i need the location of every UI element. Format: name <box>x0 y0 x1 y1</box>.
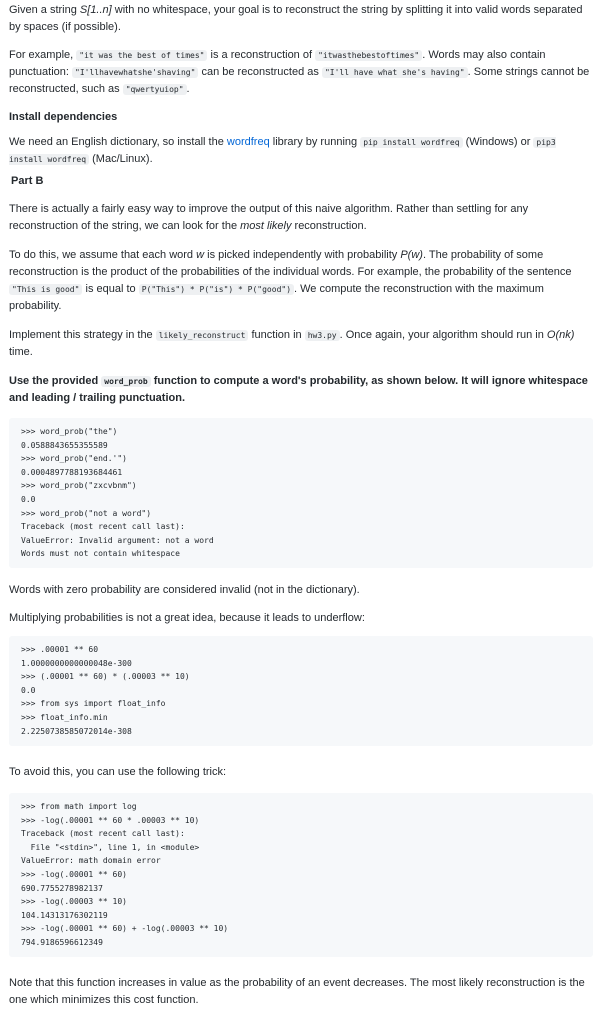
code-line: >>> (.00001 ** 60) * (.00003 ** 10) <box>21 672 190 682</box>
part-b-paragraph-1 <box>9 201 593 235</box>
text: . Words may also contain punctuation: <box>9 49 546 78</box>
text: function to compute a word's probability, as shown below. It will ignore whitespace and leading / trailing punctuation. <box>9 375 588 404</box>
emphasis: P(w) <box>400 249 423 261</box>
text: (Windows) or <box>462 136 534 148</box>
wordfreq-link[interactable]: wordfreq <box>226 136 270 148</box>
code-block-word-prob <box>9 418 593 568</box>
underflow-paragraph: Multiplying probabilities is not a great idea, because it leads to underflow: <box>9 612 365 624</box>
text: There is actually a fairly easy way to improve the output of this naive algorithm. Rather than settling for any reconstruction of the string, we can look for the <box>9 203 529 232</box>
text: Use the provided <box>9 375 102 387</box>
emphasis: w <box>196 249 205 261</box>
text: . Once again, your algorithm should run in <box>339 329 547 341</box>
intro-paragraph-1 <box>9 2 593 36</box>
inline-code: "it was the best of times" <box>76 50 207 61</box>
part-b-paragraph-2 <box>9 247 593 315</box>
inline-code: word_prob <box>101 376 150 387</box>
code-line: >>> .00001 ** 60 <box>21 645 99 654</box>
code-line: >>> float_info.min <box>21 712 108 722</box>
string-variable: S[1..n] <box>79 4 112 16</box>
inline-code: hw3.py <box>305 330 340 341</box>
code-line: 104.14313176302119 <box>21 910 108 920</box>
code-line: ValueError: math domain error <box>21 856 161 866</box>
code-line: Traceback (most recent call last): <box>21 829 185 839</box>
code-line: Traceback (most recent call last): <box>21 522 185 532</box>
code-line: >>> -log(.00003 ** 10) <box>21 897 127 907</box>
text: (Mac/Linux). <box>89 153 153 165</box>
text: For example, <box>9 49 77 61</box>
code-line: 0.0004897788193684461 <box>21 467 123 477</box>
code-line: 1.0000000000000048e-300 <box>21 658 132 668</box>
text: can be reconstructed as <box>198 66 322 78</box>
code-line: 2.2250738585072014e-308 <box>21 726 132 736</box>
text: function in <box>248 329 305 341</box>
code-line: ValueError: Invalid argument: not a word <box>21 535 214 545</box>
text: is equal to <box>82 283 139 295</box>
part-b-heading: Part B <box>11 175 44 187</box>
code-block-log-trick <box>9 793 593 957</box>
cost-function-note: Note that this function increases in value as the probability of an event decreases. The most likely reconstruction is the one which minimizes this cost function. <box>9 977 585 1006</box>
inline-code: "qwertyuiop" <box>123 84 187 95</box>
inline-code: likely_reconstruct <box>156 330 249 341</box>
code-line: >>> word_prob("end.'") <box>21 454 127 464</box>
inline-code: "I'llhavewhatshe'shaving" <box>72 67 198 78</box>
code-line: >>> -log(.00001 ** 60) <box>21 869 127 879</box>
text: library by running <box>269 136 361 148</box>
text: time. <box>9 346 33 358</box>
inline-code: "I'll have what she's having" <box>322 67 468 78</box>
part-b-paragraph-3 <box>9 327 593 361</box>
intro-text: Given a string <box>9 4 80 16</box>
trick-paragraph: To avoid this, you can use the following trick: <box>9 766 227 778</box>
text: . Some strings cannot be reconstructed, such as <box>9 66 590 95</box>
code-line: 0.0 <box>21 685 36 695</box>
code-line: 0.0588843655355589 <box>21 440 108 450</box>
code-line: >>> word_prob("the") <box>21 427 118 436</box>
intro-text: with no whitespace, your goal is to reconstruct the string by splitting it into valid words separated by spaces (if possible). <box>9 4 583 33</box>
text: . <box>186 83 190 95</box>
text: is a reconstruction of <box>207 49 316 61</box>
install-paragraph <box>9 134 593 168</box>
code-line: >>> word_prob("zxcvbnm") <box>21 481 137 491</box>
code-line: >>> word_prob("not a word") <box>21 508 152 518</box>
inline-code: P("This") * P("is") * P("good") <box>139 284 294 295</box>
text: To do this, we assume that each word <box>9 249 197 261</box>
text: We need an English dictionary, so install the <box>9 136 227 148</box>
intro-paragraph-2 <box>9 47 593 98</box>
install-heading: Install dependencies <box>9 111 118 123</box>
code-line: File "<stdin>", line 1, in <module> <box>21 842 200 852</box>
text: Implement this strategy in the <box>9 329 156 341</box>
code-line: 0.0 <box>21 494 36 504</box>
code-line: 794.9186596612349 <box>21 937 103 947</box>
inline-code: pip install wordfreq <box>360 137 462 148</box>
emphasis: most likely <box>240 220 292 232</box>
code-line: Words must not contain whitespace <box>21 549 180 559</box>
code-line: 690.7755278982137 <box>21 883 103 893</box>
inline-code: "itwasthebestoftimes" <box>315 50 422 61</box>
code-line: >>> from sys import float_info <box>21 699 166 709</box>
code-line: >>> from math import log <box>21 802 137 811</box>
code-line: >>> -log(.00001 ** 60) + -log(.00003 ** 10) <box>21 924 229 934</box>
inline-code: "This is good" <box>9 284 82 295</box>
text: . We compute the reconstruction with the maximum probability. <box>9 283 544 312</box>
inline-code: pip3 install wordfreq <box>9 138 556 164</box>
text: reconstruction. <box>291 220 367 232</box>
code-line: >>> -log(.00001 ** 60 * .00003 ** 10) <box>21 815 200 825</box>
text: is picked independently with probability <box>204 249 401 261</box>
text: . The probability of some reconstruction is the product of the probabilities of the individual words. For example, the probability of the sentence <box>9 249 572 278</box>
emphasis: O(nk) <box>546 329 575 341</box>
zero-probability-paragraph: Words with zero probability are considered invalid (not in the dictionary). <box>9 584 360 596</box>
part-b-paragraph-4 <box>9 373 593 407</box>
code-block-underflow <box>9 636 593 746</box>
